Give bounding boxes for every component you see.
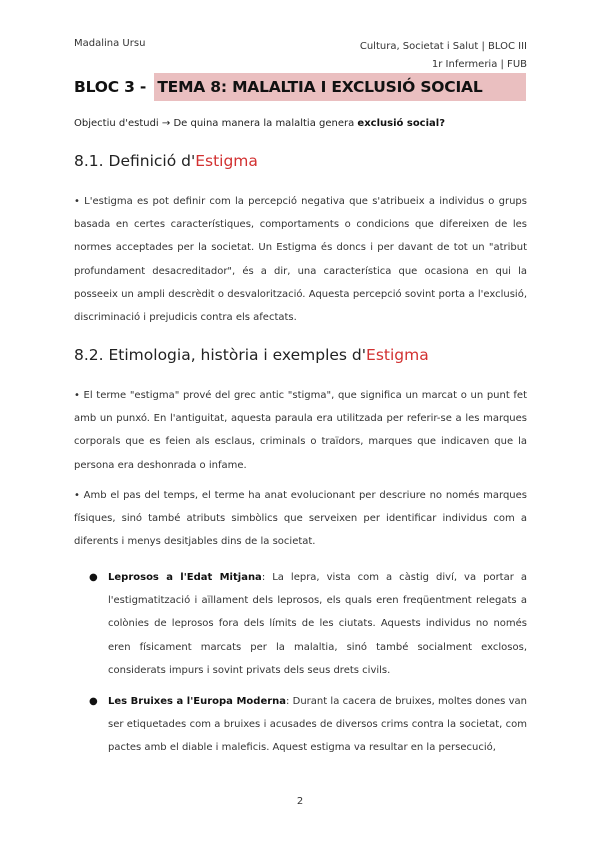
header-author: Madalina Ursu bbox=[74, 38, 146, 49]
section2-heading-red: Estigma bbox=[366, 346, 429, 364]
header-course-line1: Cultura, Societat i Salut | BLOC III bbox=[359, 41, 527, 52]
list-item-text: : La lepra, vista com a càstig diví, va portar a l'estigmatització i aïllament dels leprosos, els quals eren freqüentment relegats a colònies de leprosos fora dels límits de les ciutats. Aquests individus no només eren físicament marcats per la malaltia, sinó també socialment exclosos, considerats impurs i sovint privats dels seus drets civils. bbox=[108, 572, 527, 676]
objective-prefix: Objectiu d'estudi → De quina manera la malaltia genera bbox=[74, 118, 355, 129]
objective-line bbox=[74, 118, 445, 129]
objective-bold: exclusió social? bbox=[357, 118, 446, 129]
section2-heading-prefix: 8.2. Etimologia, història i exemples d' bbox=[74, 346, 367, 364]
header-course bbox=[360, 38, 527, 74]
list-item bbox=[89, 690, 527, 760]
section1-heading-red: Estigma bbox=[195, 152, 258, 170]
section1-heading bbox=[74, 152, 258, 170]
list-item-bold: Les Bruixes a l'Europa Moderna bbox=[108, 696, 287, 708]
title-tema: TEMA 8: MALALTIA I EXCLUSIÓ SOCIAL bbox=[157, 78, 483, 96]
bullet-icon: ● bbox=[89, 572, 98, 583]
bullet-icon: ● bbox=[89, 696, 98, 708]
section1-heading-prefix: 8.1. Definició d' bbox=[74, 152, 196, 170]
section2-paragraph1: • El terme "estigma" prové del grec antic "stigma", que significa un marcat o un punt fet amb un punxó. En l'antiguitat, aquesta paraula era utilitzada per referir-se a les marques corporals que es feien als esclaus, criminals o traïdors, marques que indicaven que la persona era deshonrada o infame. bbox=[74, 390, 527, 471]
header-course-line2: 1r Infermeria | FUB bbox=[431, 59, 527, 70]
page-title bbox=[74, 78, 483, 96]
section1-paragraph: • L'estigma es pot definir com la percepció negativa que s'atribueix a individus o grups basada en certes característiques, comportaments o condicions que difereixen de les normes acceptades per la societat. Un Estigma és doncs i per davant de tot un "atribut profundament desacreditador", és a dir, una característica que ocasiona en qui la posseeix un ampli descrèdit o desvalorització. Aquesta percepció sovint porta a l'exclusió, discriminació i prejudicis contra els afectats. bbox=[74, 196, 527, 324]
section2-heading bbox=[74, 346, 429, 364]
examples-list bbox=[89, 566, 527, 768]
list-item-text: : Durant la cacera de bruixes, moltes dones van ser etiquetades com a bruixes i acusades de diversos crims contra la societat, com pactes amb el diable i maleficis. Aquest estigma va resultar en la persecució, bbox=[108, 696, 527, 754]
list-item-bold: Leprosos a l'Edat Mitjana bbox=[108, 572, 262, 583]
page-number: 2 bbox=[296, 796, 304, 807]
list-item bbox=[89, 566, 527, 682]
title-bloc: BLOC 3 - bbox=[74, 78, 147, 96]
section2-paragraph2: • Amb el pas del temps, el terme ha anat evolucionant per descriure no només marques físiques, sinó també atributs simbòlics que serveixen per identificar individus com a diferents i menys desitjables dins de la societat. bbox=[74, 490, 527, 548]
